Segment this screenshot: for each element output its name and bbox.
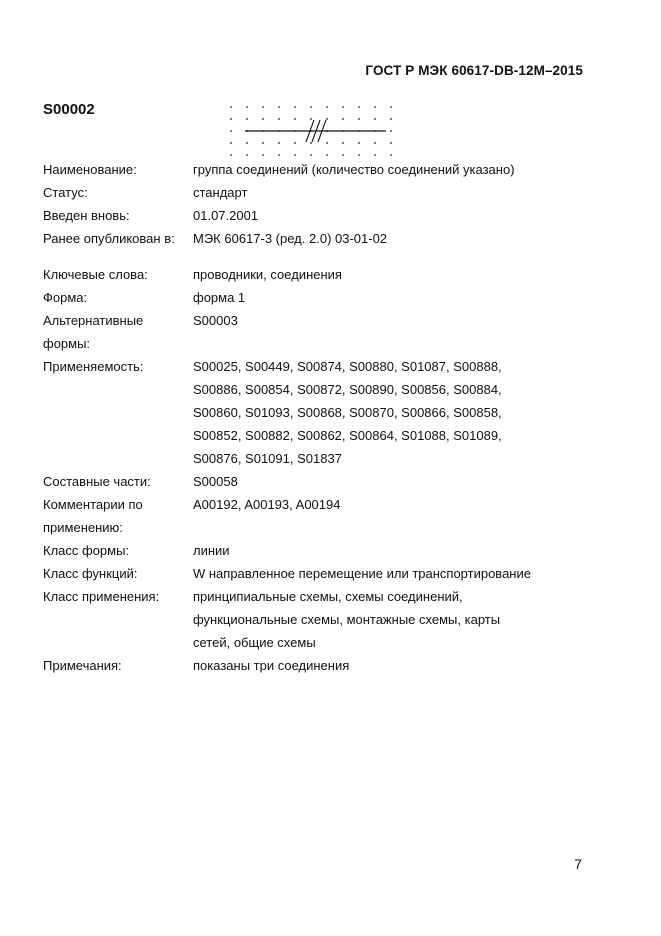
property-row xyxy=(43,263,603,286)
property-name xyxy=(43,447,193,470)
property-value: группа соединений (количество соединений указано) xyxy=(193,162,515,177)
property-row xyxy=(43,424,603,447)
property-value: МЭК 60617-3 (ред. 2.0) 03-01-02 xyxy=(193,231,388,246)
property-value: S00860, S01093, S00868, S00870, S00866, S00858, xyxy=(193,405,502,420)
property-row xyxy=(43,447,603,470)
property-name xyxy=(43,608,193,631)
property-name: Ранее опубликован в: xyxy=(43,231,175,246)
property-name: Применяемость: xyxy=(43,359,144,374)
property-value: S00003 xyxy=(193,313,238,328)
property-row xyxy=(43,401,603,424)
property-value: стандарт xyxy=(193,185,248,200)
property-name: Наименование: xyxy=(43,162,137,177)
property-value: форма 1 xyxy=(193,290,246,305)
property-value: S00025, S00449, S00874, S00880, S01087, S00888, xyxy=(193,359,502,374)
property-row xyxy=(43,654,603,677)
property-name: Комментарии по xyxy=(43,497,143,512)
property-row xyxy=(43,309,603,332)
page-number: 7 xyxy=(574,856,582,872)
property-row xyxy=(43,355,603,378)
property-row xyxy=(43,562,603,585)
property-row xyxy=(43,470,603,493)
property-name: применению: xyxy=(43,520,123,535)
symbol-properties xyxy=(43,158,603,677)
group-spacer xyxy=(43,250,603,263)
property-row xyxy=(43,227,603,250)
property-row xyxy=(43,286,603,309)
property-value: проводники, соединения xyxy=(193,267,342,282)
property-row xyxy=(43,608,603,631)
property-row xyxy=(43,516,603,539)
property-row xyxy=(43,585,603,608)
property-row xyxy=(43,332,603,355)
property-value: W направленное перемещение или транспортирование xyxy=(193,566,531,581)
property-row xyxy=(43,158,603,181)
property-name: Введен вновь: xyxy=(43,208,130,223)
property-value xyxy=(193,516,603,539)
property-value: принципиальные схемы, схемы соединений, xyxy=(193,589,463,604)
property-name: Примечания: xyxy=(43,658,122,673)
property-row xyxy=(43,378,603,401)
property-name xyxy=(43,631,193,654)
property-name: Класс формы: xyxy=(43,543,130,558)
property-name: Альтернативные xyxy=(43,313,144,328)
property-name: Ключевые слова: xyxy=(43,267,148,282)
property-value: функциональные схемы, монтажные схемы, карты xyxy=(193,612,501,627)
property-row xyxy=(43,539,603,562)
property-value: A00192, A00193, A00194 xyxy=(193,497,341,512)
document-header: ГОСТ Р МЭК 60617-DB-12M–2015 xyxy=(365,63,583,78)
property-row xyxy=(43,631,603,654)
property-value: показаны три соединения xyxy=(193,658,350,673)
property-value: сетей, общие схемы xyxy=(193,635,316,650)
property-name: Класс применения: xyxy=(43,589,160,604)
property-value: линии xyxy=(193,543,230,558)
property-name xyxy=(43,424,193,447)
symbol-code: S00002 xyxy=(43,101,95,118)
property-name xyxy=(43,378,193,401)
property-name xyxy=(43,401,193,424)
property-value: S00886, S00854, S00872, S00890, S00856, S00884, xyxy=(193,382,502,397)
property-name: Форма: xyxy=(43,290,88,305)
property-name: Статус: xyxy=(43,185,88,200)
property-row xyxy=(43,181,603,204)
property-row xyxy=(43,204,603,227)
property-value: S00058 xyxy=(193,474,238,489)
property-value: S00852, S00882, S00862, S00864, S01088, S01089, xyxy=(193,428,502,443)
property-value: S00876, S01091, S01837 xyxy=(193,451,342,466)
property-value: 01.07.2001 xyxy=(193,208,259,223)
property-value xyxy=(193,332,603,355)
property-name: Составные части: xyxy=(43,474,151,489)
property-name: Класс функций: xyxy=(43,566,138,581)
property-row xyxy=(43,493,603,516)
property-name: формы: xyxy=(43,336,91,351)
